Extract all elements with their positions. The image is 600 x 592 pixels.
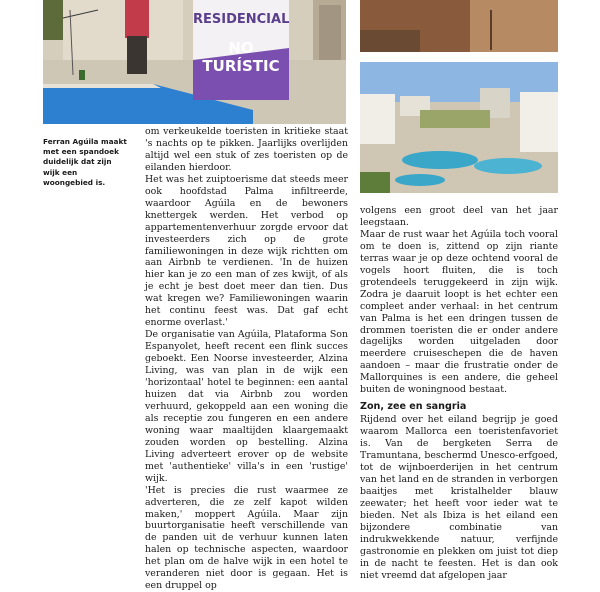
paragraph: De organisatie van Agúila, Plataforma Son Espanyolet, heeft recent een flink succes geboekt. Een Noorse investeerder, Alzina Living, was van plan in de wijk een 'horizontaal' hotel te beginnen: een aantal huizen dat via Airbnb zou worden verhuurd, gekoppeld aan een woning die als receptie zou fungeren en een andere woning waar maaltijden klaargemaakt zouden worden op bestelling. Alzina Living adverteert erover op de website met 'authentieke' villa's in een 'rustige' wijk. — [145, 329, 348, 484]
photo-pools-apartments-drawing — [360, 62, 558, 193]
paragraph: Maar de rust waar het Agúila toch vooral om te doen is, zittend op zijn riante terras waar je op deze ochtend vooral de vogels hoort fluiten, die is toch grotendeels teruggekeerd in zijn wijk. Zodra je daaruit loopt is het echter een compleet ander verhaal: in het centrum van Palma is het een dringen tussen de drommen toeristen die er onder andere dagelijks worden uitgeladen door meerdere cruiseschepen die de haven aandoen – maar die frustratie onder de Mallorquines is een andere, die geheel buiten de woningnood bestaat. — [360, 228, 558, 396]
photo-pools-apartments — [360, 62, 558, 193]
paragraph: Rijdend over het eiland begrijp je goed waarom Mallorca een toeristenfavoriet is. Van de bergketen Serra de Tramuntana, beschermd Unesco-erfgoed, tot de wijnboerderijen in het centrum van het land en de stranden in verborgen baaitjes met kristalhelder blauw zeewater; het heeft voor ieder wat te bieden. Net als Ibiza is het eiland een bijzondere combinatie van indrukwekkende natuur, verfijnde gastronomie en plekken om juist tot diep in de nacht te feesten. Het is dan ook niet vreemd dat afgelopen jaar — [360, 414, 558, 581]
banner-text — [193, 6, 289, 75]
photo-caption: Ferran Agúila maakt met een spandoek duidelijk dat zijn wijk een woongebied is. — [43, 137, 127, 187]
photo-top-right-drawing — [360, 0, 558, 52]
article-column-right — [360, 205, 558, 582]
article-column-left — [145, 126, 348, 592]
paragraph: om verkeukelde toeristen in kritieke staat 's nachts op te pikken. Jaarlijks overlijden altijd wel een stuk of zes toeristen op de eilanden hierdoor. — [145, 126, 348, 173]
banner-line-2: NO TURÍSTIC — [202, 39, 280, 75]
paragraph: 'Het is precies die rust waarmee ze adverteren, die ze zelf kapot wilden maken,' moppert Agúila. Maar zijn buurtorganisatie heeft verschillende van de panden uit de verhuur kunnen laten halen op technische aspecten, waardoor het plan om de halve wijk in een hotel te veranderen niet door is gegaan. Het is een druppel op — [145, 484, 348, 592]
photo-top-right — [360, 0, 558, 52]
photo-man-with-banner — [43, 0, 346, 124]
banner-line-1: RESIDENCIAL — [193, 12, 290, 27]
section-subheading: Zon, zee en sangria — [360, 401, 467, 413]
paragraph: volgens een groot deel van het jaar leegstaan. — [360, 205, 558, 228]
paragraph: Het was het zuiptoerisme dat steeds meer ook hoofdstad Palma infiltreerde, waardoor Agúila en de bewoners knettergek werden. Het verbod op appartementenverhuur zorgde ervoor dat investeerders zich op de grote familiewoningen in deze wijk richtten om aan Airbnb te verdienen. 'In de huizen hier kan je zo een man of zes kwijt, of als je echt je best doet meer dan tien. Dus wat kregen we? Familiewoningen waarin het continu feest was. Dat gaf echt enorme overlast.' — [145, 173, 348, 329]
